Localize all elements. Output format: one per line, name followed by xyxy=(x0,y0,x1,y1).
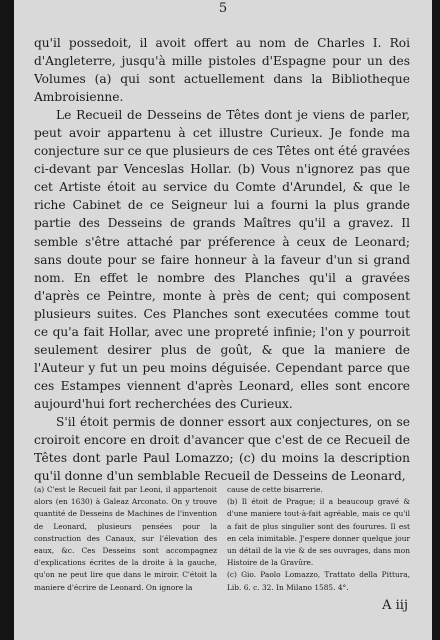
main-text xyxy=(34,34,410,485)
book-page xyxy=(14,0,432,640)
footnotes xyxy=(34,484,410,594)
footnotes-left-column xyxy=(34,484,217,594)
paragraph-3: S'il étoit permis de donner essort aux conjectures, on se croiroit encore en droit d'avancer que c'est de ce Recueil de Têtes dont parle Paul Lomazzo; (c) du moins la description qu'il donne d'un semblable Recueil de Desseins de Leonard, xyxy=(34,414,410,484)
footnote-a-continued: cause de cette bisarrerie. xyxy=(227,485,323,494)
signature-mark: A iij xyxy=(382,598,408,613)
footnotes-right-column xyxy=(227,484,410,594)
page-number: 5 xyxy=(218,1,228,16)
paragraph-2: Le Recueil de Desseins de Têtes dont je viens de parler, peut avoir appartenu à cet illustre Curieux. Je fonde ma conjecture sur ce que plusieurs de ces Têtes ont été gravées ci-devant par Venceslas Hollar. (b) Vous n'ignorez pas que cet Artiste étoit au service du Comte d'Arundel, & que le riche Cabinet de ce Seigneur lui a fourni la plus grande partie des Desseins de grands Maîtres qu'il a gravez. Il semble s'être attaché par préference à ceux de Leonard; sans doute pour se faire honneur à la faveur d'un si grand nom. En effet le nombre des Planches qu'il a gravées d'après ce Peintre, monte à près de cent; qui composent plusieurs suites. Ces Planches sont executées comme tout ce qu'a fait Hollar, avec une propreté infinie; l'on y pourroit seulement desirer plus de goût, & que la maniere de l'Auteur y fut un peu moins déguisée. Cependant parce que ces Estampes viennent d'après Leonard, elles sont encore aujourd'hui fort recherchées des Curieux. xyxy=(34,108,410,411)
paragraph-1: qu'il possedoit, il avoit offert au nom de Charles I. Roi d'Angleterre, jusqu'à mille pistoles d'Espagne pour un des Volumes (a) qui sont actuellement dans la Bibliotheque Ambroisienne. xyxy=(34,36,410,105)
footnote-c: (c) Gio. Paolo Lomazzo, Trattato della Pittura, Lib. 6. c. 32. In Milano 1585. 4°. xyxy=(227,570,410,592)
footnote-b: (b) Il étoit de Prague; il a beaucoup gravé & d'une maniere tout-à-fait agréable, mais ce qu'il a fait de plus singulier sont des fourures. Il est en cela inimitable. J'espere donner quelque jour un détail de la vie & de ses ouvrages, dans mon Histoire de la Gravûre. xyxy=(227,497,410,568)
footnote-a: (a) C'est le Recueil fait par Leoni, il appartenoit alors (en 1630) à Galeaz Arconato. On y trouve quantité de Desseins de Machines de l'invention de Leonard, plusieurs pensées pour la construction des Canaux, sur l'élevation des eaux, &c. Ces Desseins sont accompagnez d'explications écrites de la droite à la gauche, qu'on ne peut lire que dans le miroir. C'étoit la maniere d'écrire de Leonard. On ignore la xyxy=(34,485,217,592)
